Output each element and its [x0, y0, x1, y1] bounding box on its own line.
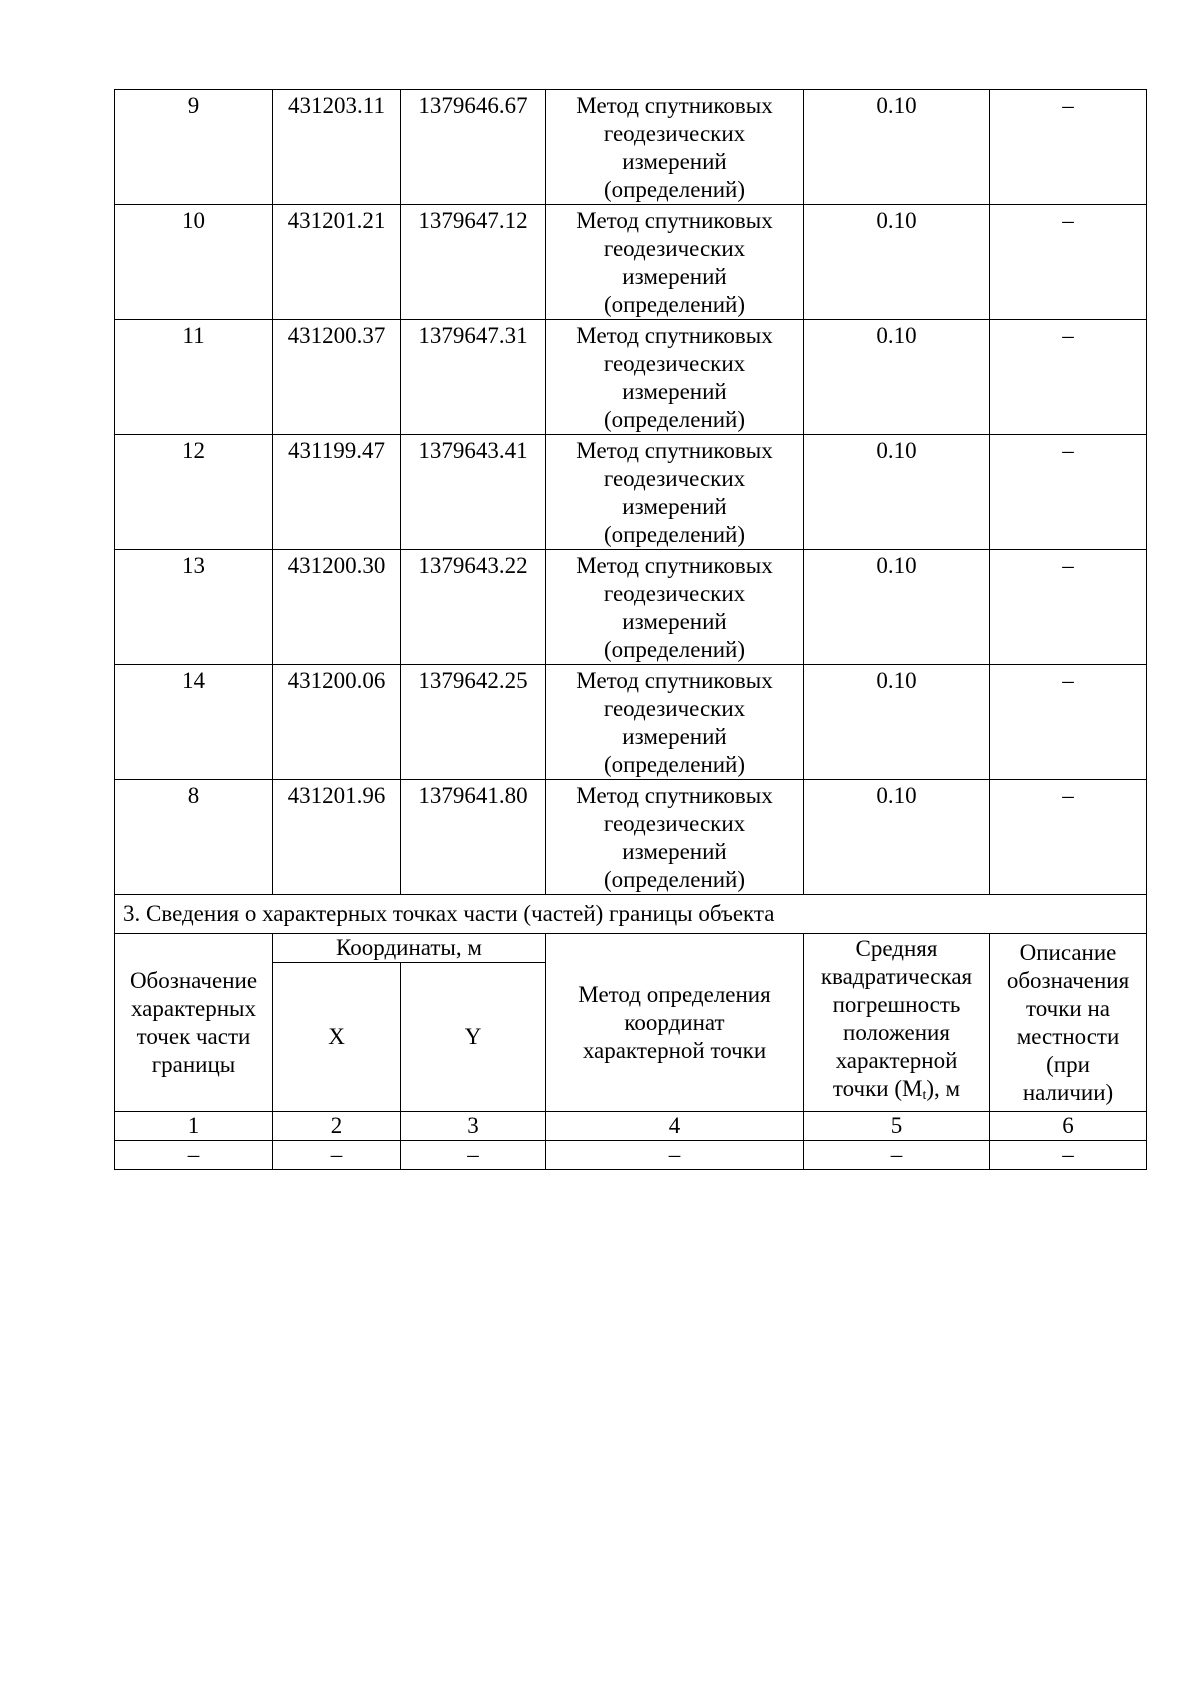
- method-line: геодезических: [603, 811, 746, 836]
- empty-cell: –: [990, 1141, 1147, 1170]
- y-coordinate-cell: 1379647.12: [401, 205, 546, 320]
- method-line: геодезических: [603, 121, 746, 146]
- description-cell: –: [990, 550, 1147, 665]
- description-cell: –: [990, 205, 1147, 320]
- column-number: 2: [273, 1112, 401, 1141]
- accuracy-cell: 0.10: [804, 205, 990, 320]
- y-coordinate-cell: 1379641.80: [401, 780, 546, 895]
- header-y: Y: [401, 963, 546, 1112]
- method-line: Метод спутниковых: [576, 438, 773, 463]
- method-cell: [546, 90, 804, 205]
- empty-data-row: [115, 1141, 1147, 1170]
- method-line: (определений): [603, 522, 746, 547]
- accuracy-cell: 0.10: [804, 320, 990, 435]
- method-line: Метод спутниковых: [576, 668, 773, 693]
- description-cell: –: [990, 780, 1147, 895]
- header-coordinates: Координаты, м: [273, 934, 546, 963]
- empty-cell: –: [804, 1141, 990, 1170]
- header-accuracy: Средняя квадратическая погрешность положения характерной точки $(M_t)$, м: [804, 934, 990, 1112]
- method-cell: [546, 320, 804, 435]
- method-line: (определений): [603, 407, 746, 432]
- header-method: Метод определения координат характерной точки: [546, 934, 804, 1112]
- method-line: измерений: [622, 379, 727, 404]
- table-row: [115, 435, 1147, 550]
- header-description: Описание обозначения точки на местности (при наличии): [990, 934, 1147, 1112]
- x-coordinate-cell: 431203.11: [273, 90, 401, 205]
- description-cell: –: [990, 90, 1147, 205]
- method-cell: [546, 550, 804, 665]
- method-line: геодезических: [603, 236, 746, 261]
- column-number: 1: [115, 1112, 273, 1141]
- method-line: измерений: [622, 264, 727, 289]
- method-cell: [546, 205, 804, 320]
- x-coordinate-cell: 431200.06: [273, 665, 401, 780]
- x-coordinate-cell: 431201.96: [273, 780, 401, 895]
- y-coordinate-cell: 1379643.41: [401, 435, 546, 550]
- x-coordinate-cell: 431200.37: [273, 320, 401, 435]
- y-coordinate-cell: 1379643.22: [401, 550, 546, 665]
- point-number-cell: 11: [115, 320, 273, 435]
- column-numbers-row: [115, 1112, 1147, 1141]
- empty-cell: –: [546, 1141, 804, 1170]
- table-row: [115, 320, 1147, 435]
- method-cell: [546, 435, 804, 550]
- point-number-cell: 10: [115, 205, 273, 320]
- point-number-cell: 13: [115, 550, 273, 665]
- empty-cell: –: [401, 1141, 546, 1170]
- description-cell: –: [990, 320, 1147, 435]
- method-cell: [546, 665, 804, 780]
- point-number-cell: 9: [115, 90, 273, 205]
- point-number-cell: 8: [115, 780, 273, 895]
- column-number: 5: [804, 1112, 990, 1141]
- section3-title: 3. Сведения о характерных точках части (частей) границы объекта: [115, 895, 1147, 934]
- method-line: геодезических: [603, 581, 746, 606]
- points-table-body: [115, 90, 1147, 895]
- header-x: X: [273, 963, 401, 1112]
- method-line: Метод спутниковых: [576, 783, 773, 808]
- table-row: [115, 550, 1147, 665]
- header-designation: Обозначение характерных точек части границы: [115, 934, 273, 1112]
- y-coordinate-cell: 1379647.31: [401, 320, 546, 435]
- table-row: [115, 665, 1147, 780]
- method-line: Метод спутниковых: [576, 208, 773, 233]
- method-line: измерений: [622, 839, 727, 864]
- method-line: (определений): [603, 867, 746, 892]
- section3-body: [115, 895, 1147, 1170]
- method-line: геодезических: [603, 351, 746, 376]
- description-cell: –: [990, 435, 1147, 550]
- accuracy-cell: 0.10: [804, 665, 990, 780]
- method-line: Метод спутниковых: [576, 93, 773, 118]
- accuracy-cell: 0.10: [804, 435, 990, 550]
- x-coordinate-cell: 431199.47: [273, 435, 401, 550]
- boundary-points-table: [114, 89, 1147, 1170]
- accuracy-cell: 0.10: [804, 90, 990, 205]
- x-coordinate-cell: 431200.30: [273, 550, 401, 665]
- method-line: Метод спутниковых: [576, 323, 773, 348]
- section3-header-row: [115, 934, 1147, 963]
- method-line: измерений: [622, 149, 727, 174]
- method-line: (определений): [603, 177, 746, 202]
- table-row: [115, 205, 1147, 320]
- column-number: 4: [546, 1112, 804, 1141]
- y-coordinate-cell: 1379646.67: [401, 90, 546, 205]
- method-line: (определений): [603, 637, 746, 662]
- point-number-cell: 14: [115, 665, 273, 780]
- table-row: [115, 90, 1147, 205]
- method-line: Метод спутниковых: [576, 553, 773, 578]
- empty-cell: –: [273, 1141, 401, 1170]
- empty-cell: –: [115, 1141, 273, 1170]
- method-line: (определений): [603, 292, 746, 317]
- method-line: измерений: [622, 494, 727, 519]
- method-cell: [546, 780, 804, 895]
- section3-title-row: [115, 895, 1147, 934]
- description-cell: –: [990, 665, 1147, 780]
- column-number: 6: [990, 1112, 1147, 1141]
- method-line: геодезических: [603, 696, 746, 721]
- column-number: 3: [401, 1112, 546, 1141]
- y-coordinate-cell: 1379642.25: [401, 665, 546, 780]
- point-number-cell: 12: [115, 435, 273, 550]
- accuracy-cell: 0.10: [804, 550, 990, 665]
- method-line: (определений): [603, 752, 746, 777]
- method-line: геодезических: [603, 466, 746, 491]
- method-line: измерений: [622, 724, 727, 749]
- table-row: [115, 780, 1147, 895]
- accuracy-cell: 0.10: [804, 780, 990, 895]
- x-coordinate-cell: 431201.21: [273, 205, 401, 320]
- method-line: измерений: [622, 609, 727, 634]
